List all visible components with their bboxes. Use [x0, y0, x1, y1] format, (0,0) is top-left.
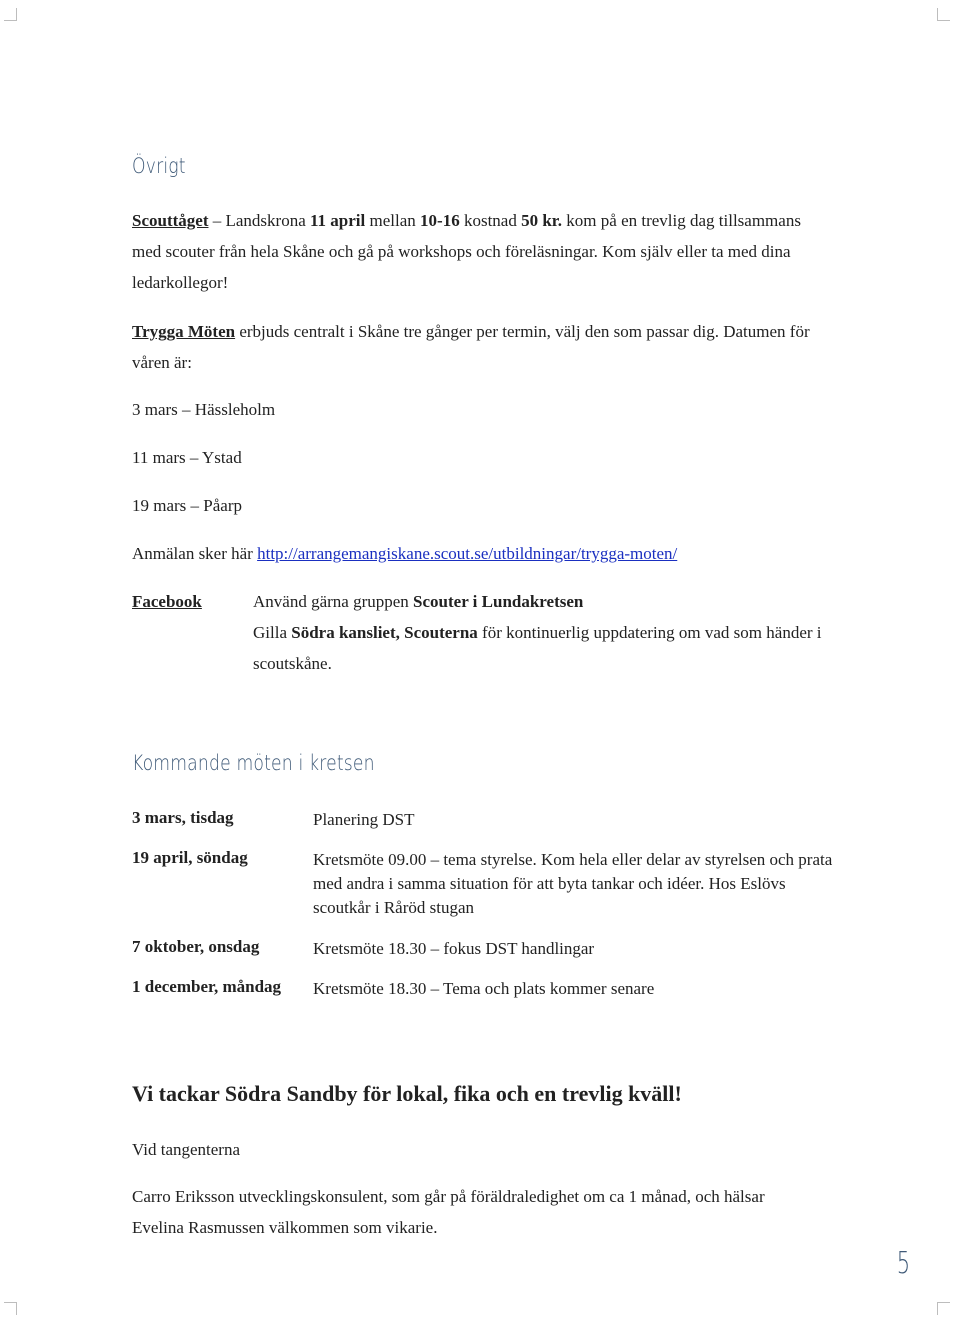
registration-link[interactable]: http://arrangemangiskane.scout.se/utbildningar/trygga-moten/ — [257, 544, 678, 563]
meeting-description: Planering DST — [313, 810, 415, 829]
section-heading-meetings: Kommande möten i kretsen — [132, 751, 375, 775]
trygga-moten-label: Trygga Möten — [132, 322, 236, 341]
date-item: 3 mars – Hässleholm — [132, 400, 276, 419]
facebook-like-line: Gilla Södra kansliet, Scouterna för kontinuerlig uppdatering om vad som händer i scoutskåne. — [253, 623, 822, 673]
page-number: 5 — [896, 1246, 910, 1281]
scouttaget-label: Scouttåget — [132, 211, 209, 230]
date-item: 11 mars – Ystad — [132, 448, 242, 467]
meeting-description: Kretsmöte 18.30 – Tema och plats kommer senare — [313, 979, 655, 998]
date-item: 19 mars – Påarp — [132, 496, 243, 515]
facebook-label: Facebook — [132, 592, 202, 611]
meeting-date: 7 oktober, onsdag — [132, 937, 260, 956]
trygga-moten-paragraph: Trygga Möten erbjuds centralt i Skåne tre gånger per termin, välj den som passar dig. Datumen för våren är: — [132, 322, 810, 372]
meeting-date: 3 mars, tisdag — [132, 808, 234, 827]
meeting-date: 1 december, måndag — [132, 977, 282, 996]
meeting-date: 19 april, söndag — [132, 848, 248, 867]
section-heading-ovrigt: Övrigt — [132, 154, 186, 178]
meeting-description: Kretsmöte 18.30 – fokus DST handlingar — [313, 939, 595, 958]
crop-mark-top-right — [937, 8, 950, 21]
facebook-group-line: Använd gärna gruppen Scouter i Lundakretsen — [253, 592, 584, 611]
closing-note: Carro Eriksson utvecklingskonsulent, som går på föräldraledighet om ca 1 månad, och hälsar Evelina Rasmussen välkommen som vikarie. — [132, 1187, 765, 1237]
registration-line: Anmälan sker här http://arrangemangiskane.scout.se/utbildningar/trygga-moten/ — [132, 544, 678, 563]
crop-mark-bottom-right — [937, 1302, 950, 1315]
meeting-description: Kretsmöte 09.00 – tema styrelse. Kom hela eller delar av styrelsen och prata med andra i samma situation för att byta tankar och idéer. Hos Eslövs scoutkår i Råröd stugan — [313, 850, 833, 917]
thanks-heading: Vi tackar Södra Sandby för lokal, fika och en trevlig kväll! — [132, 1081, 682, 1106]
crop-mark-top-left — [4, 8, 17, 21]
signoff: Vid tangenterna — [132, 1140, 241, 1159]
crop-mark-bottom-left — [4, 1302, 17, 1315]
scouttaget-paragraph: Scouttåget – Landskrona 11 april mellan 10-16 kostnad 50 kr. kom på en trevlig dag tillsammans med scouter från hela Skåne och gå på workshops och föreläsningar. Kom själv eller ta med dina ledarkollegor! — [132, 211, 801, 292]
